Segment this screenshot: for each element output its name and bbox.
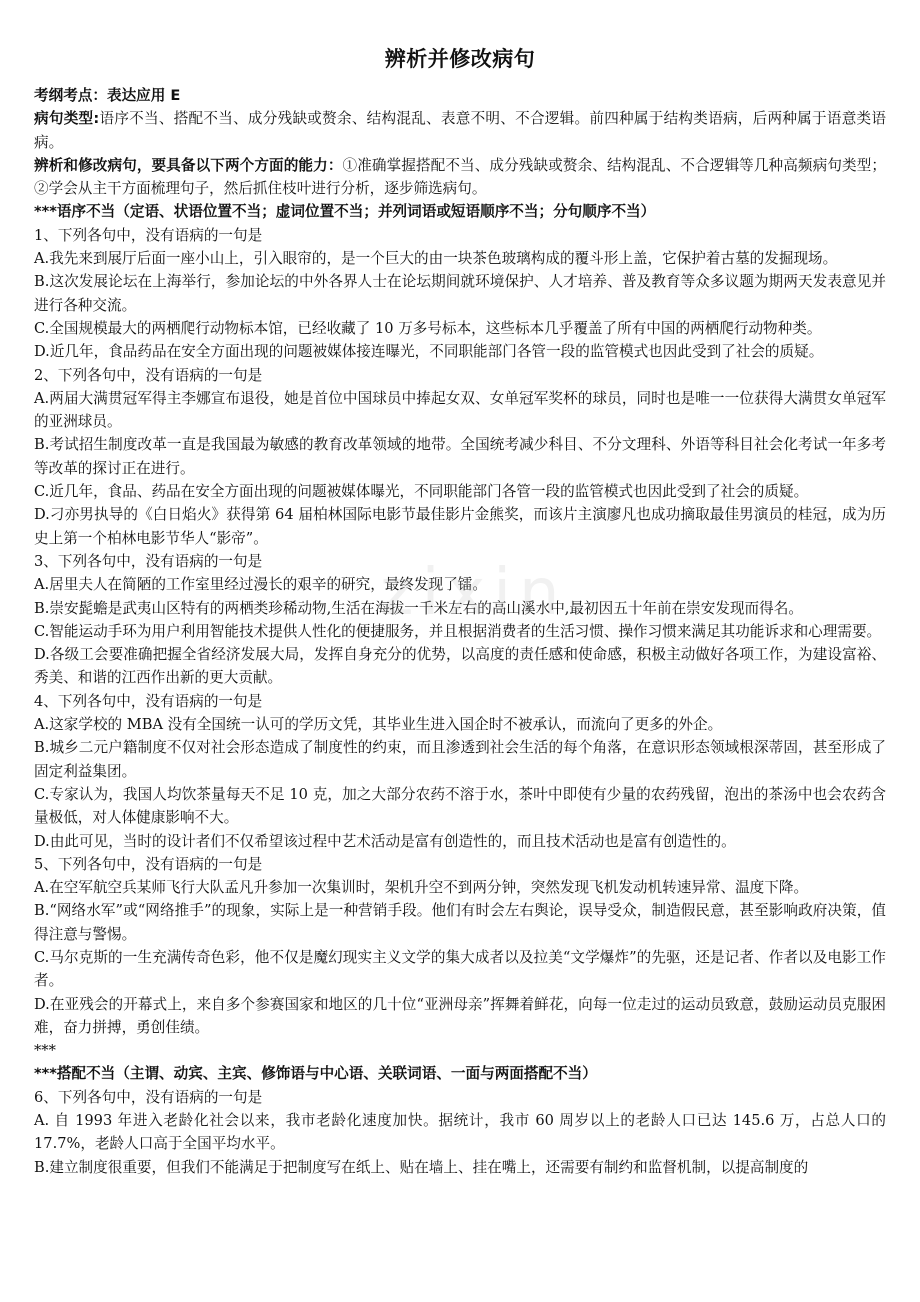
answer-option: B.考试招生制度改革一直是我国最为敏感的教育改革领域的地带。全国统考减少科目、不分文理科、外语等科目社会化考试一年多考等改革的探讨正在进行。 bbox=[34, 436, 886, 477]
answer-option: A.居里夫人在简陋的工作室里经过漫长的艰辛的研究，最终发现了镭。 bbox=[34, 576, 487, 594]
answer-option: A.我先来到展厅后面一座小山上，引入眼帘的，是一个巨大的由一块茶色玻璃构成的覆斗形上盖，它保护着古墓的发掘现场。 bbox=[34, 250, 838, 268]
answer-option: D.各级工会要准确把握全省经济发展大局，发挥自身充分的优势，以高度的责任感和使命感，积极主动做好各项工作，为建设富裕、秀美、和谐的江西作出新的更大贡献。 bbox=[34, 646, 886, 687]
ability-text: ①准确掌握搭配不当、成分残缺或赘余、结构混乱、不合逻辑等几种高频病句类型；②学会从主干方面梳理句子，然后抓住枝叶进行分析，逐步筛选病句。 bbox=[34, 156, 886, 198]
answer-option: A.这家学校的 MBA 没有全国统一认可的学历文凭，其毕业生进入国企时不被承认，而流向了更多的外企。 bbox=[34, 716, 723, 734]
question-stem: 2、下列各句中，没有语病的一句是 bbox=[34, 366, 263, 384]
syllabus-label: 考纲考点：表达应用 E bbox=[34, 87, 181, 104]
answer-option: C.智能运动手环为用户利用智能技术提供人性化的便捷服务，并且根据消费者的生活习惯、操作习惯来满足其功能诉求和心理需要。 bbox=[34, 622, 882, 640]
question-list-word-order bbox=[34, 224, 886, 1039]
answer-option: B.崇安髭蟾是武夷山区特有的两栖类珍稀动物,生活在海拔一千米左右的高山溪水中,最初因五十年前在崇安发现而得名。 bbox=[34, 599, 803, 617]
ability-label: 辨析和修改病句，要具备以下两个方面的能力： bbox=[34, 156, 343, 174]
watermark: zixin bbox=[380, 556, 568, 630]
types-label: 病句类型: bbox=[34, 110, 100, 128]
answer-option: D.刁亦男执导的《白日焰火》获得第 64 届柏林国际电影节最佳影片金熊奖，而该片主演廖凡也成功摘取最佳男演员的桂冠，成为历史上第一个柏林电影节华人“影帝”。 bbox=[34, 506, 886, 547]
answer-option: C.马尔克斯的一生充满传奇色彩，他不仅是魔幻现实主义文学的集大成者以及拉美“文学爆炸”的先驱，还是记者、作者以及电影工作者。 bbox=[34, 948, 886, 990]
question-stem: 1、下列各句中，没有语病的一句是 bbox=[34, 226, 263, 244]
section-heading-word-order: ***语序不当（定语、状语位置不当；虚词位置不当；并列词语或短语顺序不当；分句顺序不当） bbox=[34, 203, 656, 221]
answer-option: A.两届大满贯冠军得主李娜宣布退役，她是首位中国球员中捧起女双、女单冠军奖杯的球员，同时也是唯一一位获得大满贯女单冠军的亚洲球员。 bbox=[34, 389, 886, 431]
answer-option: D.在亚残会的开幕式上，来自多个参赛国家和地区的几十位“亚洲母亲”挥舞着鲜花，向每一位走过的运动员致意，鼓励运动员克服困难，奋力拼搏，勇创佳绩。 bbox=[34, 995, 886, 1036]
answer-option: B.建立制度很重要，但我们不能满足于把制度写在纸上、贴在墙上、挂在嘴上，还需要有制约和监督机制，以提高制度的 bbox=[34, 1158, 809, 1176]
answer-option: A.在空军航空兵某师飞行大队孟凡升参加一次集训时，架机升空不到两分钟，突然发现飞机发动机转速异常、温度下降。 bbox=[34, 879, 809, 897]
question-list-collocation bbox=[34, 1086, 886, 1179]
answer-option: C.专家认为，我国人均饮茶量每天不足 10 克，加之大部分农药不溶于水，茶叶中即使有少量的农药残留，泡出的茶汤中也会农药含量极低，对人体健康影响不大。 bbox=[34, 785, 886, 827]
question-stem: 4、下列各句中，没有语病的一句是 bbox=[34, 692, 263, 710]
syllabus-line bbox=[34, 84, 886, 107]
ability-paragraph bbox=[34, 154, 886, 201]
answer-option: D.近几年，食品药品在安全方面出现的问题被媒体接连曝光，不同职能部门各管一段的监管模式也因此受到了社会的质疑。 bbox=[34, 343, 824, 361]
section-heading-collocation: ***搭配不当（主谓、动宾、主宾、修饰语与中心语、关联词语、一面与两面搭配不当） bbox=[34, 1065, 597, 1083]
page-title: 辨析并修改病句 bbox=[384, 47, 536, 71]
answer-option: B.城乡二元户籍制度不仅对社会形态造成了制度性的约束，而且渗透到社会生活的每个角落，在意识形态领域根深蒂固，甚至形成了固定利益集团。 bbox=[34, 739, 886, 780]
separator-stars: *** bbox=[34, 1042, 56, 1060]
answer-option: C.近几年，食品、药品在安全方面出现的问题被媒体曝光，不同职能部门各管一段的监管模式也因此受到了社会的质疑。 bbox=[34, 483, 809, 501]
question-stem: 6、下列各句中，没有语病的一句是 bbox=[34, 1088, 263, 1106]
question-stem: 5、下列各句中，没有语病的一句是 bbox=[34, 855, 263, 873]
question-stem: 3、下列各句中，没有语病的一句是 bbox=[34, 552, 263, 570]
answer-option: D.由此可见，当时的设计者们不仅希望该过程中艺术活动是富有创造性的，而且技术活动也是富有创造性的。 bbox=[34, 832, 736, 850]
answer-option: C.全国规模最大的两栖爬行动物标本馆，已经收藏了 10 万多号标本，这些标本几乎覆盖了所有中国的两栖爬行动物种类。 bbox=[34, 319, 822, 337]
answer-option: A. 自 1993 年进入老龄化社会以来，我市老龄化速度加快。据统计，我市 60 周岁以上的老龄人口已达 145.6 万，占总人口的 17.7%，老龄人口高于全国平均水平。 bbox=[34, 1112, 886, 1153]
types-text: 语序不当、搭配不当、成分残缺或赘余、结构混乱、表意不明、不合逻辑。前四种属于结构类语病，后两种属于语意类语病。 bbox=[34, 110, 886, 151]
answer-option: B.这次发展论坛在上海举行，参加论坛的中外各界人士在论坛期间就环境保护、人才培养、普及教育等众多议题为期两天发表意见并进行各种交流。 bbox=[34, 273, 886, 314]
answer-option: B.“网络水军”或“网络推手”的现象，实际上是一种营销手段。他们有时会左右舆论，误导受众，制造假民意，甚至影响政府决策，值得注意与警惕。 bbox=[34, 902, 886, 943]
sentence-types bbox=[34, 107, 886, 154]
